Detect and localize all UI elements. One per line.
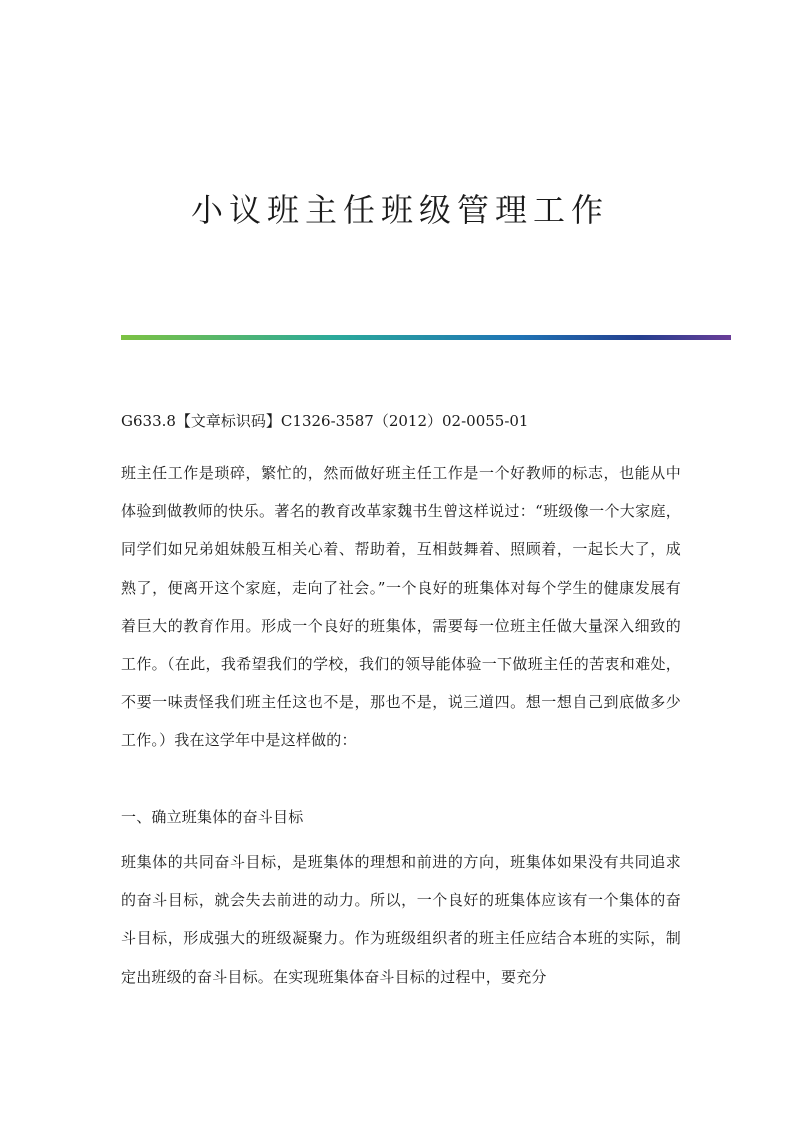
body-paragraph-goals: 班集体的共同奋斗目标，是班集体的理想和前进的方向，班集体如果没有共同追求的奋斗目标，就会失去前进的动力。所以，一个良好的班集体应该有一个集体的奋斗目标，形成强大的班级凝聚力。作为班级组织者的班主任应结合本班的实际，制定出班级的奋斗目标。在实现班集体奋斗目标的过程中，要充分 — [121, 853, 681, 986]
title-divider — [121, 335, 731, 340]
article-identifier-line: G633.8【文章标识码】C1326-3587（2012）02-0055-01 — [121, 412, 529, 430]
section-heading: 一、确立班集体的奋斗目标 — [121, 808, 304, 826]
body-paragraph-intro: 班主任工作是琐碎，繁忙的，然而做好班主任工作是一个好教师的标志，也能从中体验到做教师的快乐。著名的教育改革家魏书生曾这样说过：“班级像一个大家庭，同学们如兄弟姐妹般互相关心着、帮助着，互相鼓舞着、照顾着，一起长大了，成熟了，便离开这个家庭，走向了社会。”一个良好的班集体对每个学生的健康发展有着巨大的教育作用。形成一个良好的班集体，需要每一位班主任做大量深入细致的工作。（在此，我希望我们的学校，我们的领导能体验一下做班主任的苦衷和难处，不要一味责怪我们班主任这也不是，那也不是，说三道四。想一想自己到底做多少工作。）我在这学年中是这样做的： — [121, 464, 681, 750]
document-title: 小议班主任班级管理工作 — [190, 191, 609, 229]
